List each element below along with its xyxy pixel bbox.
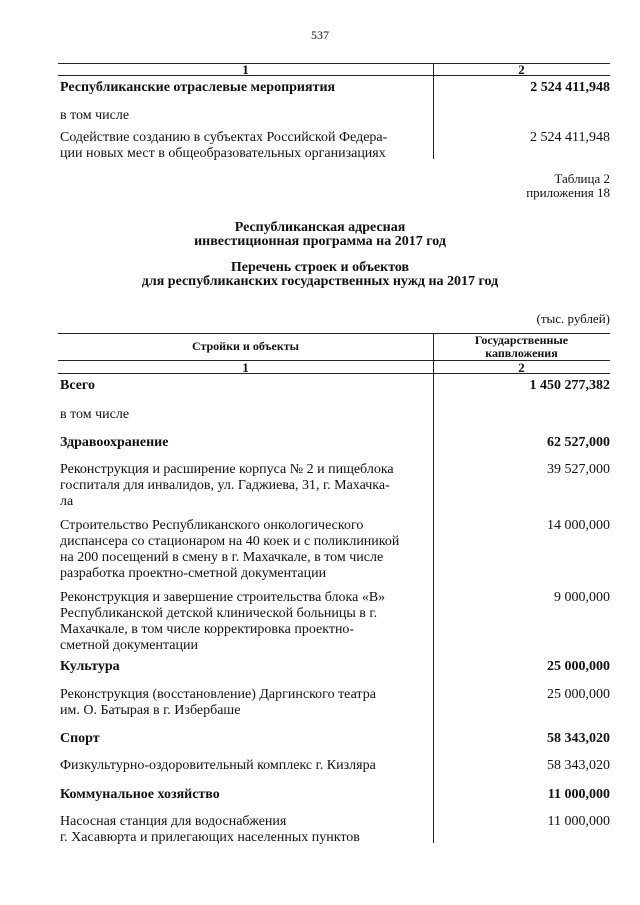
table2-row-name: в том числе bbox=[60, 407, 130, 422]
table-label bbox=[526, 172, 610, 200]
table1-row-value: 2 524 411,948 bbox=[530, 130, 610, 145]
text-line: на 200 посещений в смену в г. Махачкале, в том числе bbox=[60, 550, 384, 565]
text-line: ла bbox=[60, 494, 74, 509]
text-line: Республиканской детской клинической больницы в г. bbox=[60, 606, 378, 621]
title-line2: инвестиционная программа на 2017 год bbox=[194, 234, 446, 249]
text-line: Махачкале, в том числе корректировка проектно- bbox=[60, 622, 355, 637]
table1-col2-number: 2 bbox=[518, 62, 525, 77]
table2-row-value: 62 527,000 bbox=[547, 435, 610, 450]
table1-row-value: 2 524 411,948 bbox=[530, 80, 610, 95]
table2-row-name bbox=[60, 518, 430, 582]
table2-row-value: 9 000,000 bbox=[554, 590, 610, 605]
text-line: Реконструкция и завершение строительства блока «В» bbox=[60, 590, 386, 605]
units-note: (тыс. рублей) bbox=[536, 311, 610, 326]
table2-row-name: Коммунальное хозяйство bbox=[60, 787, 220, 802]
table2-row-name: Физкультурно-оздоровительный комплекс г. Кизляра bbox=[60, 758, 376, 773]
table2-row-name: Всего bbox=[60, 378, 95, 393]
table2-col2-number: 2 bbox=[518, 360, 525, 375]
text-line: ции новых мест в общеобразовательных организациях bbox=[60, 146, 386, 161]
text-line: госпиталя для инвалидов, ул. Гаджиева, 31, г. Махачка- bbox=[60, 478, 390, 493]
header-line: капвложения bbox=[485, 346, 558, 360]
text-line: Реконструкция и расширение корпуса № 2 и пищеблока bbox=[60, 462, 394, 477]
text-line: диспансера со стационаром на 40 коек и с поликлиникой bbox=[60, 534, 400, 549]
table2-row-name bbox=[60, 462, 430, 510]
table2-row-name: Здравоохранение bbox=[60, 435, 169, 450]
table2-row-name: Культура bbox=[60, 659, 120, 674]
text-line: Насосная станция для водоснабжения bbox=[60, 814, 287, 829]
text-line: Содействие созданию в субъектах Российской Федера- bbox=[60, 130, 388, 145]
table2-row-value: 25 000,000 bbox=[547, 659, 610, 674]
text-line: разработка проектно-сметной документации bbox=[60, 566, 327, 581]
page-number: 537 bbox=[311, 28, 329, 42]
table-label-line1: Таблица 2 bbox=[554, 171, 610, 186]
table2-row-value: 14 000,000 bbox=[547, 518, 610, 533]
table-label-line2: приложения 18 bbox=[526, 185, 610, 200]
table1-row-name bbox=[60, 130, 430, 162]
table2-row-value: 58 343,020 bbox=[547, 758, 610, 773]
table2-row-value: 39 527,000 bbox=[547, 462, 610, 477]
table2-row-name: Спорт bbox=[60, 731, 100, 746]
table1-row-name: в том числе bbox=[60, 108, 130, 123]
text-line: Реконструкция (восстановление) Даргинского театра bbox=[60, 687, 376, 702]
table2-header-col2 bbox=[433, 334, 610, 360]
table2-row-value: 11 000,000 bbox=[547, 814, 610, 829]
table2-column-divider bbox=[433, 333, 434, 843]
title-line4: для республиканских государственных нужд на 2017 год bbox=[141, 274, 499, 289]
text-line: г. Хасавюрта и прилегающих населенных пунктов bbox=[60, 830, 360, 845]
table2-row-value: 58 343,020 bbox=[547, 731, 610, 746]
table1-col1-number: 1 bbox=[242, 62, 249, 77]
header-line: Государственные bbox=[474, 333, 569, 347]
table2-row-value: 11 000,000 bbox=[547, 787, 610, 802]
table2-row-name bbox=[60, 687, 430, 719]
title-line1: Республиканская адресная bbox=[234, 220, 406, 235]
table2-header-col1: Стройки и объекты bbox=[191, 339, 300, 353]
text-line: сметной документации bbox=[60, 638, 198, 653]
title-line3: Перечень строек и объектов bbox=[230, 260, 410, 275]
text-line: Строительство Республиканского онкологического bbox=[60, 518, 364, 533]
table2-row-value: 25 000,000 bbox=[547, 687, 610, 702]
table2-row-name bbox=[60, 590, 430, 654]
text-line: им. О. Батырая в г. Избербаше bbox=[60, 703, 241, 718]
table2-row-name bbox=[60, 814, 430, 846]
table1-row-name: Республиканские отраслевые мероприятия bbox=[60, 80, 336, 95]
table2-row-value: 1 450 277,382 bbox=[529, 378, 610, 393]
table2-col1-number: 1 bbox=[242, 360, 249, 375]
